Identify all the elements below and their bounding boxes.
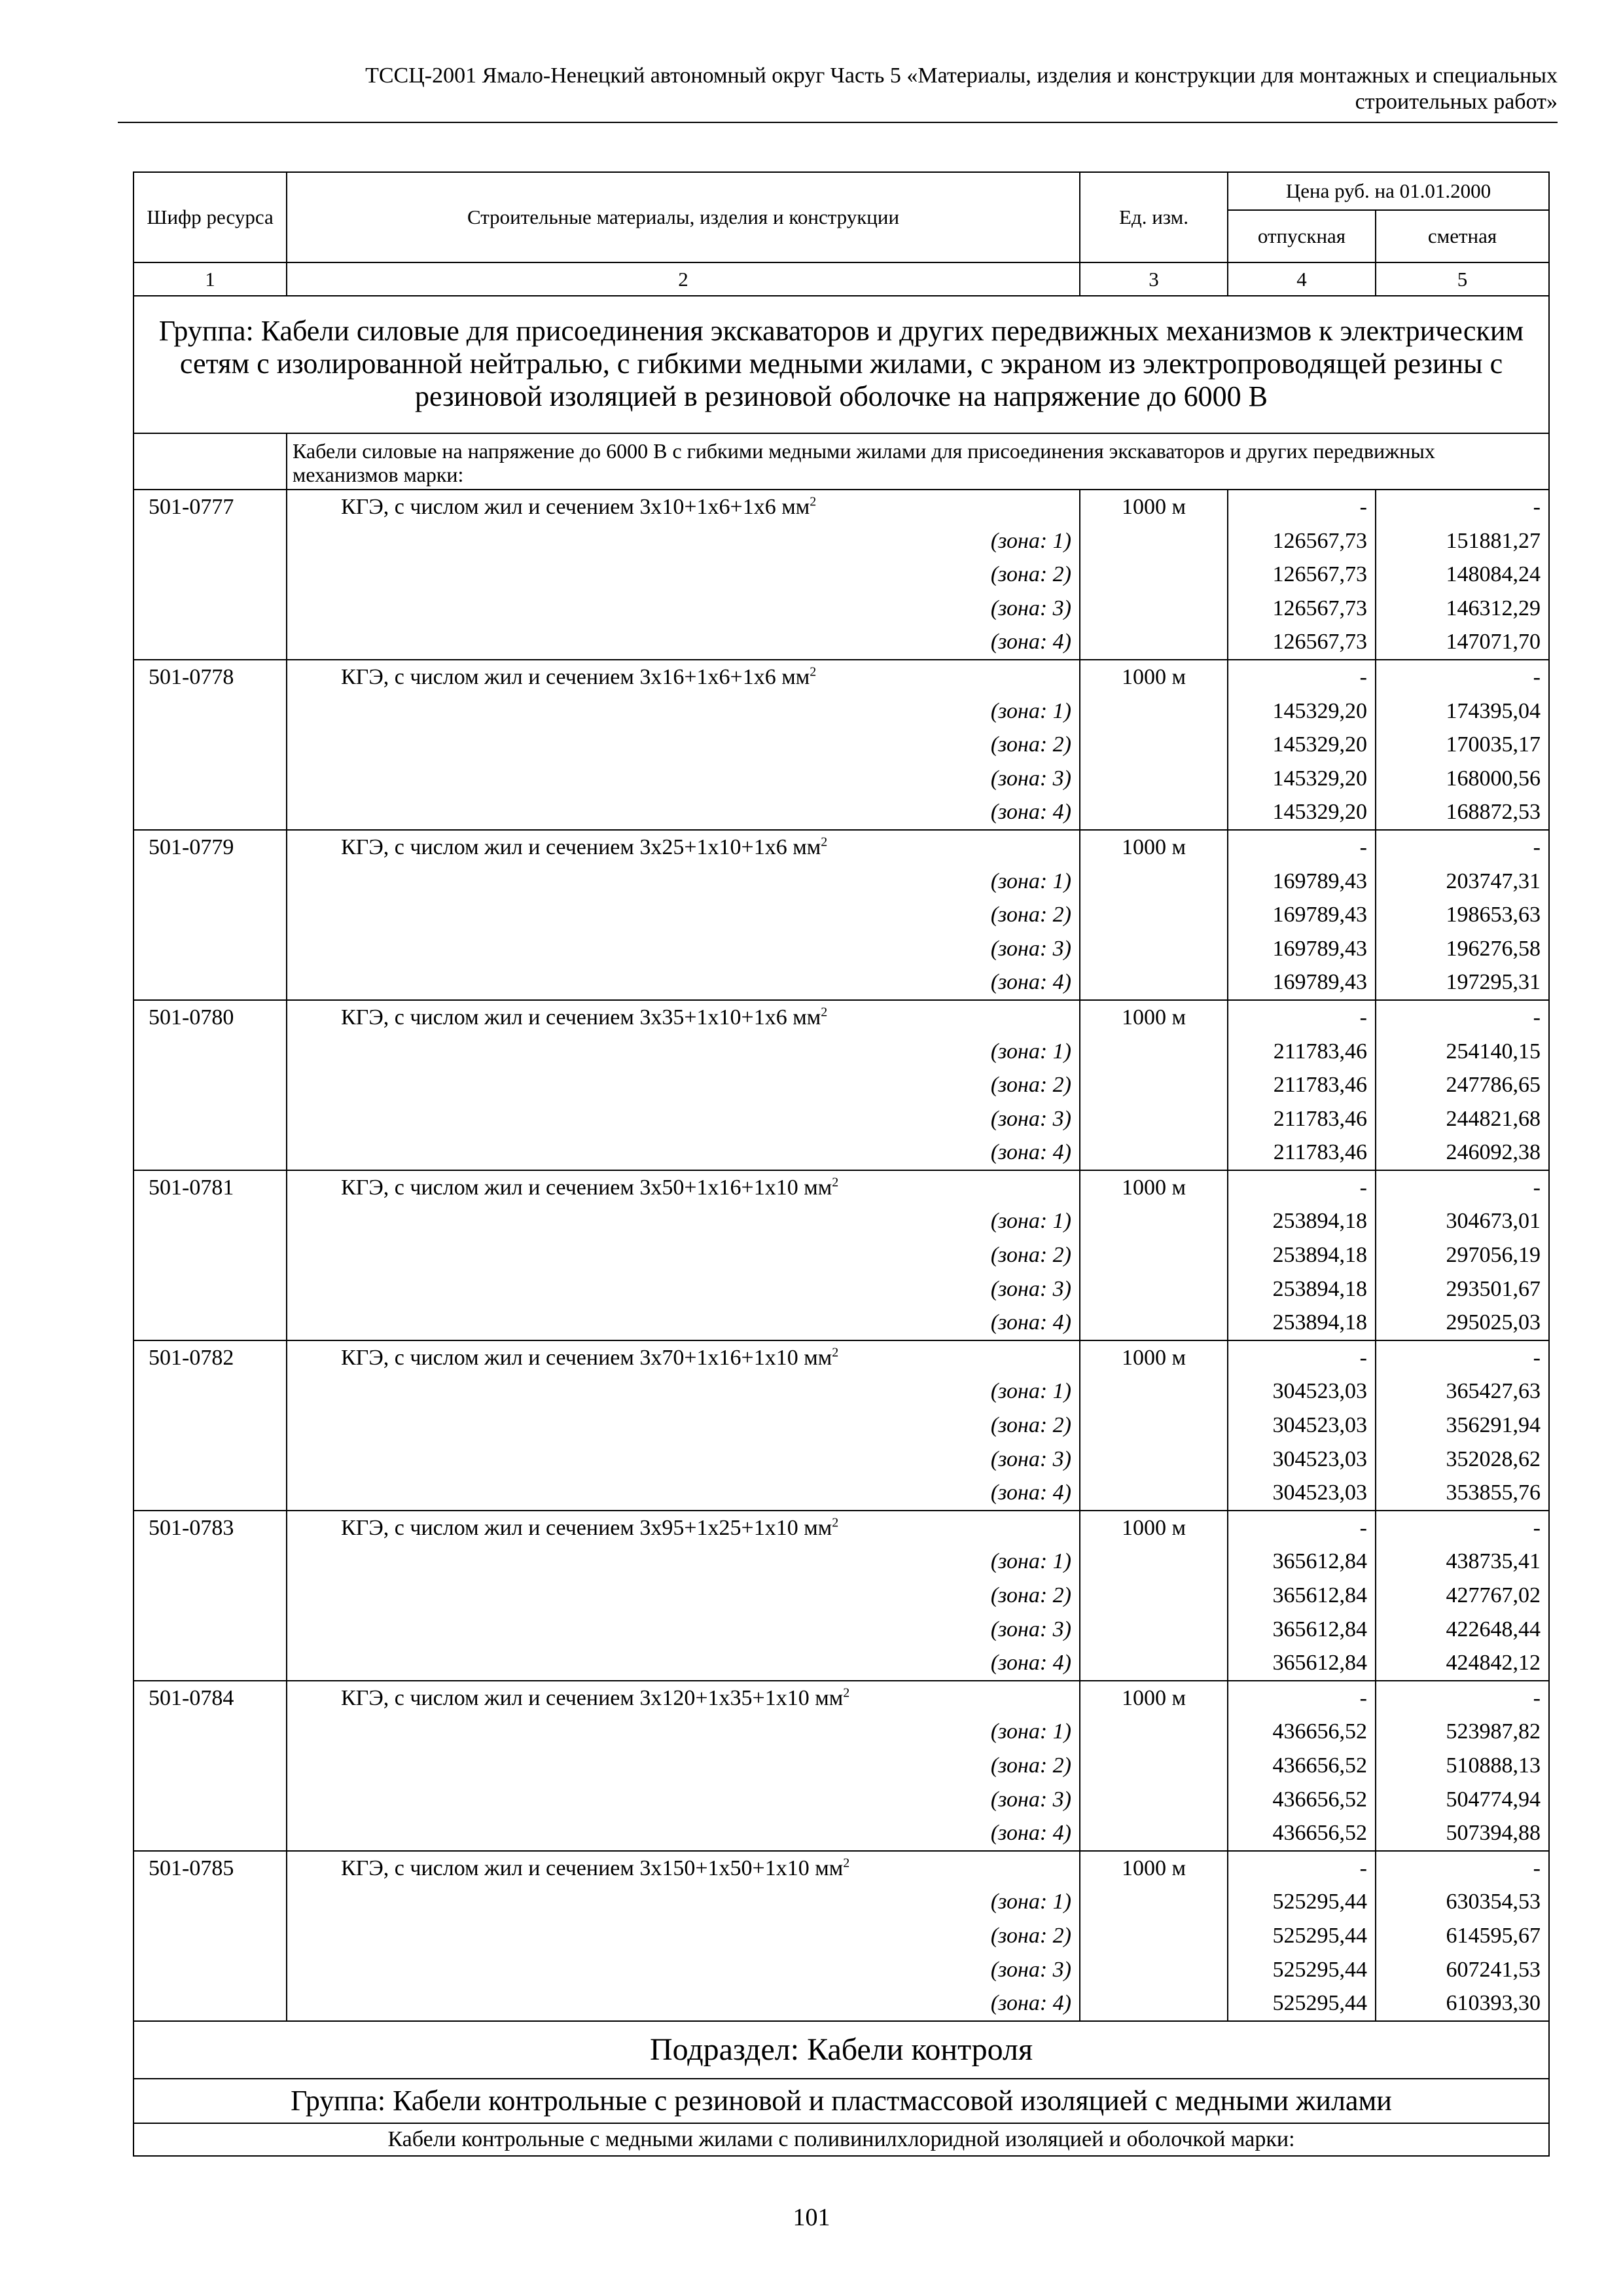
- release-price: 304523,03: [1272, 1480, 1367, 1505]
- dash: -: [1533, 1515, 1541, 1540]
- zone-label: (зона: 3): [990, 1446, 1071, 1471]
- estimate-price: 254140,15: [1446, 1039, 1541, 1064]
- estimate-price: 147071,70: [1446, 630, 1541, 655]
- group2-title: Группа: Кабели контрольные с резиновой и пластмассовой изоляцией с медными жилами: [134, 2079, 1549, 2123]
- resource-code: 501-0780: [134, 1000, 287, 1170]
- resource-code: 501-0785: [134, 1851, 287, 2021]
- material-name-text: КГЭ, с числом жил и сечением 3х10+1х6+1х6 мм: [341, 495, 810, 519]
- table-row: [134, 490, 1549, 660]
- release-price: 525295,44: [1272, 1957, 1367, 1982]
- estimate-price: 196276,58: [1446, 936, 1541, 961]
- release-price: 365612,84: [1272, 1651, 1367, 1676]
- col-number: 4: [1228, 262, 1376, 296]
- estimate-price-cell: [1376, 660, 1549, 830]
- release-price: 126567,73: [1272, 528, 1367, 553]
- superscript: 2: [832, 1515, 839, 1530]
- zone-label: (зона: 2): [990, 1583, 1071, 1607]
- release-price: 145329,20: [1272, 732, 1367, 757]
- release-price-cell: [1228, 1340, 1376, 1511]
- zone-label: (зона: 4): [990, 800, 1071, 825]
- zone-label: (зона: 3): [990, 596, 1071, 620]
- resource-code: 501-0781: [134, 1170, 287, 1340]
- zone-label: (зона: 4): [990, 1480, 1071, 1505]
- release-price: 145329,20: [1272, 766, 1367, 791]
- release-price: 169789,43: [1272, 903, 1367, 927]
- zone-label: (зона: 1): [990, 1039, 1071, 1064]
- zone-label: (зона: 3): [990, 766, 1071, 791]
- release-price: 253894,18: [1272, 1209, 1367, 1234]
- release-price: 436656,52: [1272, 1719, 1367, 1744]
- resource-code: 501-0778: [134, 660, 287, 830]
- material-name-text: КГЭ, с числом жил и сечением 3х150+1х50+1х10 мм: [341, 1856, 844, 1880]
- estimate-price: 170035,17: [1446, 732, 1541, 757]
- zone-label: (зона: 4): [990, 1140, 1071, 1165]
- material-name-text: КГЭ, с числом жил и сечением 3х50+1х16+1х10 мм: [341, 1175, 832, 1200]
- page-header: [118, 63, 1558, 115]
- release-price: 436656,52: [1272, 1787, 1367, 1812]
- zone-label: (зона: 4): [990, 1821, 1071, 1846]
- material-name-text: КГЭ, с числом жил и сечением 3х35+1х10+1х6 мм: [341, 1005, 821, 1030]
- release-price: 304523,03: [1272, 1413, 1367, 1438]
- release-price: 253894,18: [1272, 1276, 1367, 1301]
- table-row: [134, 1851, 1549, 2021]
- material-name-cell: [287, 830, 1080, 1000]
- table-row: [134, 660, 1549, 830]
- dash: -: [1359, 495, 1367, 519]
- material-name-text: КГЭ, с числом жил и сечением 3х25+1х10+1х6 мм: [341, 834, 821, 859]
- unit: 1000 м: [1080, 1681, 1228, 1851]
- zone-label: (зона: 3): [990, 1787, 1071, 1812]
- group-desc-row: [134, 433, 1549, 490]
- dash: -: [1359, 1005, 1367, 1030]
- column-number-row: [134, 262, 1549, 296]
- dash: -: [1533, 834, 1541, 859]
- group-title: Группа: Кабели силовые для присоединения экскаваторов и других передвижных механизмов к электрическим сетям с изолированной нейтралью, с гибкими медными жилами, с экраном из электропроводящей резины с резиновой изоляцией в резиновой оболочке на напряжение до 6000 В: [134, 296, 1549, 433]
- zone-label: (зона: 1): [990, 528, 1071, 553]
- estimate-price: 507394,88: [1446, 1821, 1541, 1846]
- estimate-price: 614595,67: [1446, 1923, 1541, 1948]
- zone-label: (зона: 2): [990, 903, 1071, 927]
- release-price-cell: [1228, 490, 1376, 660]
- material-name-cell: [287, 1000, 1080, 1170]
- estimate-price: 607241,53: [1446, 1957, 1541, 1982]
- estimate-price: 422648,44: [1446, 1617, 1541, 1641]
- release-price: 126567,73: [1272, 562, 1367, 587]
- zone-label: (зона: 1): [990, 1209, 1071, 1234]
- dash: -: [1359, 1175, 1367, 1200]
- page-number: 101: [793, 2204, 830, 2231]
- release-price: 211783,46: [1273, 1140, 1367, 1165]
- zone-label: (зона: 2): [990, 1243, 1071, 1268]
- release-price: 253894,18: [1272, 1243, 1367, 1268]
- estimate-price: 427767,02: [1446, 1583, 1541, 1607]
- release-price: 253894,18: [1272, 1310, 1367, 1335]
- estimate-price: 203747,31: [1446, 869, 1541, 893]
- dash: -: [1533, 1345, 1541, 1370]
- estimate-price-cell: [1376, 1340, 1549, 1511]
- estimate-price: 630354,53: [1446, 1890, 1541, 1914]
- col-number: 5: [1376, 262, 1549, 296]
- table-row: [134, 1340, 1549, 1511]
- zone-label: (зона: 4): [990, 630, 1071, 655]
- estimate-price-cell: [1376, 1511, 1549, 1681]
- superscript: 2: [821, 1005, 828, 1020]
- estimate-price: 438735,41: [1446, 1549, 1541, 1574]
- material-name-cell: [287, 1681, 1080, 1851]
- material-name: [287, 660, 1079, 694]
- superscript: 2: [810, 494, 817, 509]
- header-rule: [118, 122, 1558, 123]
- estimate-price-cell: [1376, 1170, 1549, 1340]
- header-line-2: строительных работ»: [1355, 90, 1558, 114]
- zone-label: (зона: 4): [990, 1310, 1071, 1335]
- release-price: 145329,20: [1272, 698, 1367, 723]
- col-price-header: Цена руб. на 01.01.2000: [1228, 172, 1549, 210]
- unit: 1000 м: [1080, 1340, 1228, 1511]
- estimate-price: 295025,03: [1446, 1310, 1541, 1335]
- estimate-price: 424842,12: [1446, 1651, 1541, 1676]
- dash: -: [1533, 1175, 1541, 1200]
- col-estimate-header: сметная: [1376, 210, 1549, 262]
- resource-code: 501-0777: [134, 490, 287, 660]
- release-price: 211783,46: [1273, 1039, 1367, 1064]
- release-price: 365612,84: [1272, 1583, 1367, 1607]
- material-name: [287, 1001, 1079, 1035]
- release-price: 525295,44: [1272, 1991, 1367, 2016]
- estimate-price: 510888,13: [1446, 1753, 1541, 1778]
- group-description: Кабели силовые на напряжение до 6000 В с гибкими медными жилами для присоединения экскаваторов и других передвижных механизмов марки:: [287, 433, 1549, 490]
- material-name: [287, 1511, 1079, 1545]
- estimate-price: 610393,30: [1446, 1991, 1541, 2016]
- dash: -: [1533, 1005, 1541, 1030]
- release-price: 304523,03: [1272, 1446, 1367, 1471]
- estimate-price: 148084,24: [1446, 562, 1541, 587]
- group2-description: Кабели контрольные с медными жилами с поливинилхлоридной изоляцией и оболочкой марки:: [134, 2123, 1549, 2156]
- col-number: 2: [287, 262, 1080, 296]
- estimate-price: 304673,01: [1446, 1209, 1541, 1234]
- release-price: 211783,46: [1273, 1073, 1367, 1098]
- release-price: 436656,52: [1272, 1821, 1367, 1846]
- release-price: 525295,44: [1272, 1923, 1367, 1948]
- table-row: [134, 1681, 1549, 1851]
- material-name: [287, 490, 1079, 524]
- zone-label: (зона: 1): [990, 698, 1071, 723]
- zone-label: (зона: 2): [990, 1753, 1071, 1778]
- group-title-row: [134, 296, 1549, 433]
- material-name: [287, 1852, 1079, 1886]
- estimate-price: 293501,67: [1446, 1276, 1541, 1301]
- superscript: 2: [821, 834, 828, 850]
- release-price: 365612,84: [1272, 1549, 1367, 1574]
- release-price: 525295,44: [1272, 1890, 1367, 1914]
- dash: -: [1359, 1856, 1367, 1880]
- table-row: [134, 1170, 1549, 1340]
- subsection-row: [134, 2021, 1549, 2079]
- material-name-text: КГЭ, с числом жил и сечением 3х95+1х25+1х10 мм: [341, 1515, 832, 1540]
- estimate-price: 365427,63: [1446, 1379, 1541, 1404]
- estimate-price: 504774,94: [1446, 1787, 1541, 1812]
- subsection-title: Подраздел: Кабели контроля: [134, 2021, 1549, 2079]
- material-name: [287, 1171, 1079, 1205]
- dash: -: [1359, 664, 1367, 689]
- estimate-price-cell: [1376, 490, 1549, 660]
- table-row: [134, 1000, 1549, 1170]
- estimate-price-cell: [1376, 1000, 1549, 1170]
- estimate-price: 353855,76: [1446, 1480, 1541, 1505]
- release-price-cell: [1228, 830, 1376, 1000]
- col-release-header: отпускная: [1228, 210, 1376, 262]
- estimate-price: 247786,65: [1446, 1073, 1541, 1098]
- superscript: 2: [843, 1685, 850, 1700]
- material-name-text: КГЭ, с числом жил и сечением 3х16+1х6+1х6 мм: [341, 664, 810, 689]
- material-name: [287, 1681, 1079, 1715]
- estimate-price: 197295,31: [1446, 970, 1541, 995]
- material-name-text: КГЭ, с числом жил и сечением 3х120+1х35+1х10 мм: [341, 1685, 844, 1710]
- estimate-price: 523987,82: [1446, 1719, 1541, 1744]
- release-price-cell: [1228, 1681, 1376, 1851]
- estimate-price: 297056,19: [1446, 1243, 1541, 1268]
- dash: -: [1533, 1856, 1541, 1880]
- material-name: [287, 1341, 1079, 1375]
- release-price: 169789,43: [1272, 869, 1367, 893]
- zone-label: (зона: 4): [990, 970, 1071, 995]
- dash: -: [1359, 1345, 1367, 1370]
- zone-label: (зона: 1): [990, 1379, 1071, 1404]
- estimate-price: 352028,62: [1446, 1446, 1541, 1471]
- dash: -: [1359, 1515, 1367, 1540]
- release-price: 211783,46: [1273, 1106, 1367, 1131]
- group2-desc-row: [134, 2123, 1549, 2156]
- release-price: 145329,20: [1272, 800, 1367, 825]
- zone-label: (зона: 4): [990, 1991, 1071, 2016]
- group2-title-row: [134, 2079, 1549, 2123]
- dash: -: [1533, 495, 1541, 519]
- col-number: 1: [134, 262, 287, 296]
- superscript: 2: [810, 664, 817, 679]
- release-price-cell: [1228, 1511, 1376, 1681]
- release-price: 126567,73: [1272, 596, 1367, 620]
- estimate-price: 198653,63: [1446, 903, 1541, 927]
- resource-code: 501-0782: [134, 1340, 287, 1511]
- release-price: 304523,03: [1272, 1379, 1367, 1404]
- material-name-cell: [287, 1511, 1080, 1681]
- table-row: [134, 1511, 1549, 1681]
- superscript: 2: [843, 1856, 850, 1871]
- unit: 1000 м: [1080, 1170, 1228, 1340]
- material-name-text: КГЭ, с числом жил и сечением 3х70+1х16+1х10 мм: [341, 1345, 832, 1370]
- estimate-price-cell: [1376, 1681, 1549, 1851]
- material-name-cell: [287, 1170, 1080, 1340]
- release-price-cell: [1228, 1851, 1376, 2021]
- material-name: [287, 831, 1079, 865]
- unit: 1000 м: [1080, 1511, 1228, 1681]
- col-name-header: Строительные материалы, изделия и конструкции: [287, 172, 1080, 262]
- estimate-price: 244821,68: [1446, 1106, 1541, 1131]
- estimate-price: 356291,94: [1446, 1413, 1541, 1438]
- dash: -: [1533, 1685, 1541, 1710]
- resource-code: 501-0784: [134, 1681, 287, 1851]
- release-price: 169789,43: [1272, 970, 1367, 995]
- release-price-cell: [1228, 1170, 1376, 1340]
- material-name-cell: [287, 1851, 1080, 2021]
- zone-label: (зона: 2): [990, 562, 1071, 587]
- zone-label: (зона: 2): [990, 1073, 1071, 1098]
- estimate-price-cell: [1376, 1851, 1549, 2021]
- superscript: 2: [832, 1345, 839, 1360]
- resource-code: 501-0783: [134, 1511, 287, 1681]
- superscript: 2: [832, 1175, 839, 1190]
- zone-label: (зона: 1): [990, 1549, 1071, 1574]
- unit: 1000 м: [1080, 1000, 1228, 1170]
- zone-label: (зона: 1): [990, 1890, 1071, 1914]
- zone-label: (зона: 4): [990, 1651, 1071, 1676]
- material-name-cell: [287, 490, 1080, 660]
- release-price-cell: [1228, 660, 1376, 830]
- zone-label: (зона: 3): [990, 1617, 1071, 1641]
- dash: -: [1359, 1685, 1367, 1710]
- table-row: [134, 830, 1549, 1000]
- release-price: 126567,73: [1272, 630, 1367, 655]
- resource-code: 501-0779: [134, 830, 287, 1000]
- estimate-price: 151881,27: [1446, 528, 1541, 553]
- release-price: 365612,84: [1272, 1617, 1367, 1641]
- material-name-cell: [287, 1340, 1080, 1511]
- unit: 1000 м: [1080, 830, 1228, 1000]
- col-unit-header: Ед. изм.: [1080, 172, 1228, 262]
- estimate-price-cell: [1376, 830, 1549, 1000]
- zone-label: (зона: 3): [990, 1276, 1071, 1301]
- zone-label: (зона: 3): [990, 1957, 1071, 1982]
- dash: -: [1533, 664, 1541, 689]
- estimate-price: 146312,29: [1446, 596, 1541, 620]
- zone-label: (зона: 3): [990, 936, 1071, 961]
- material-name-cell: [287, 660, 1080, 830]
- empty-cell: [134, 433, 287, 490]
- estimate-price: 246092,38: [1446, 1140, 1541, 1165]
- col-code-header: Шифр ресурса: [134, 172, 287, 262]
- release-price: 169789,43: [1272, 936, 1367, 961]
- table-header-row: [134, 172, 1549, 210]
- zone-label: (зона: 3): [990, 1106, 1071, 1131]
- zone-label: (зона: 2): [990, 1923, 1071, 1948]
- release-price-cell: [1228, 1000, 1376, 1170]
- header-line-1: ТССЦ-2001 Ямало-Ненецкий автономный округ Часть 5 «Материалы, изделия и конструкции для монтажных и специальных: [365, 63, 1558, 88]
- release-price: 436656,52: [1272, 1753, 1367, 1778]
- zone-label: (зона: 1): [990, 1719, 1071, 1744]
- dash: -: [1359, 834, 1367, 859]
- unit: 1000 м: [1080, 490, 1228, 660]
- zone-label: (зона: 2): [990, 1413, 1071, 1438]
- col-number: 3: [1080, 262, 1228, 296]
- unit: 1000 м: [1080, 660, 1228, 830]
- estimate-price: 168000,56: [1446, 766, 1541, 791]
- price-table: [133, 171, 1550, 2157]
- estimate-price: 174395,04: [1446, 698, 1541, 723]
- unit: 1000 м: [1080, 1851, 1228, 2021]
- zone-label: (зона: 1): [990, 869, 1071, 893]
- estimate-price: 168872,53: [1446, 800, 1541, 825]
- zone-label: (зона: 2): [990, 732, 1071, 757]
